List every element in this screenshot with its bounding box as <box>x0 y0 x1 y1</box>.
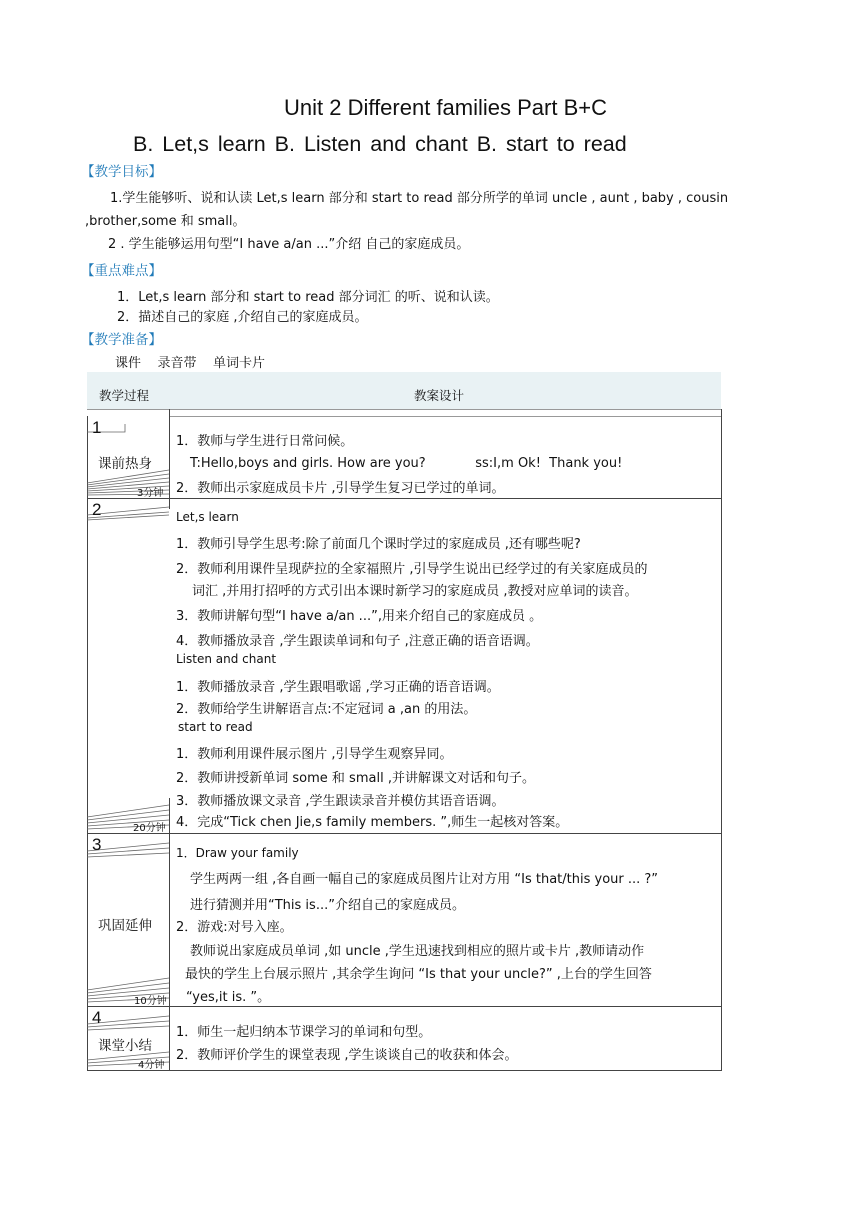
header-design: 教案设计 <box>414 388 465 403</box>
goal-line: 2 . 学生能够运用句型“I have a/an ...”介绍 自己的家庭成员。 <box>108 237 470 252</box>
section-label-prep: 【教学准备】 <box>81 332 162 348</box>
step-name: 巩固延伸 <box>98 918 152 934</box>
step-line: T:Hello,boys and girls. How are you? ss:I,m Ok! Thank you! <box>190 456 623 471</box>
step-duration: 3分钟 <box>137 488 164 499</box>
step-line: 1．Draw your family <box>176 846 299 860</box>
section-label-goals: 【教学目标】 <box>81 164 162 180</box>
step-number: 2 <box>92 500 102 519</box>
step-line: 3．教师播放课文录音 ,学生跟读录音并模仿其语音语调。 <box>176 794 505 809</box>
divider <box>87 409 721 410</box>
keypoint-line: 2．描述自己的家庭 ,介绍自己的家庭成员。 <box>117 310 368 325</box>
keypoint-line: 1．Let,s learn 部分和 start to read 部分词汇 的听、说和认读。 <box>117 290 499 305</box>
step-line: 教师说出家庭成员单词 ,如 uncle ,学生迅速找到相应的照片或卡片 ,教师请动作 <box>190 944 645 959</box>
section-label-keypoints: 【重点难点】 <box>81 263 162 279</box>
step-line: 1．教师引导学生思考:除了前面几个课时学过的家庭成员 ,还有哪些呢? <box>176 537 581 552</box>
table-header <box>87 372 721 409</box>
step-duration: 20分钟 <box>133 823 166 834</box>
step-line: 最快的学生上台展示照片 ,其余学生询问 “Is that your uncle?” ,上台的学生回答 <box>185 967 652 982</box>
lesson-plan-table <box>87 372 721 1070</box>
step-name: 课前热身 <box>98 456 152 472</box>
document-subtitle: B. Let,s learn B. Listen and chant B. start to read <box>133 132 627 156</box>
step-line: 3．教师讲解句型“I have a/an ...”,用来介绍自己的家庭成员 。 <box>176 609 543 624</box>
divider <box>721 409 722 1071</box>
step-number: 4 <box>92 1008 102 1027</box>
step-duration: 10分钟 <box>134 996 167 1007</box>
step-line: 学生两两一组 ,各自画一幅自己的家庭成员图片让对方用 “Is that/this your ... ?” <box>190 872 659 887</box>
header-process: 教学过程 <box>99 388 150 403</box>
step-line: 4．完成“Tick chen Jie,s family members. ”,师生一起核对答案。 <box>176 815 569 830</box>
step-line: “yes,it is. ”。 <box>186 990 271 1005</box>
goal-line: 1.学生能够听、说和认读 Let,s learn 部分和 start to read 部分所学的单词 uncle , aunt , baby , cousin <box>110 191 729 206</box>
divider <box>169 416 721 417</box>
step-line: 词汇 ,并用打招呼的方式引出本课时新学习的家庭成员 ,教授对应单词的读音。 <box>192 584 638 599</box>
step-line: Listen and chant <box>176 652 277 666</box>
step-line: 1．师生一起归纳本节课学习的单词和句型。 <box>176 1025 432 1040</box>
step-line: 1．教师利用课件展示图片 ,引导学生观察异同。 <box>176 747 453 762</box>
document-title: Unit 2 Different families Part B+C <box>284 95 607 120</box>
step-line: 2．教师利用课件呈现萨拉的全家福照片 ,引导学生说出已经学过的有关家庭成员的 <box>176 562 648 577</box>
step-line: start to read <box>178 720 253 734</box>
goal-line: ,brother,some 和 small。 <box>85 214 246 229</box>
step-number: 1 <box>92 418 102 437</box>
step-line: Let,s learn <box>176 510 239 524</box>
prep-text: 课件 录音带 单词卡片 <box>115 356 266 371</box>
divider <box>87 498 721 499</box>
step-duration: 4分钟 <box>138 1060 165 1071</box>
step-line: 1．教师与学生进行日常问候。 <box>176 434 354 449</box>
step-number: 3 <box>92 835 102 854</box>
step-corner-decoration <box>87 372 173 1070</box>
step-line: 2．教师评价学生的课堂表现 ,学生谈谈自己的收获和体会。 <box>176 1048 518 1063</box>
step-line: 2．游戏:对号入座。 <box>176 920 293 935</box>
step-line: 1．教师播放录音 ,学生跟唱歌谣 ,学习正确的语音语调。 <box>176 680 500 695</box>
step-line: 4．教师播放录音 ,学生跟读单词和句子 ,注意正确的语音语调。 <box>176 634 539 649</box>
divider <box>87 833 721 834</box>
step-name: 课堂小结 <box>98 1038 152 1054</box>
divider <box>87 1070 721 1071</box>
step-line: 2．教师给学生讲解语言点:不定冠词 a ,an 的用法。 <box>176 702 477 717</box>
step-line: 2．教师讲授新单词 some 和 small ,并讲解课文对话和句子。 <box>176 771 535 786</box>
step-line: 2．教师出示家庭成员卡片 ,引导学生复习已学过的单词。 <box>176 481 505 496</box>
step-line: 进行猜测并用“This is...”介绍自己的家庭成员。 <box>190 898 465 913</box>
divider <box>87 1006 721 1007</box>
